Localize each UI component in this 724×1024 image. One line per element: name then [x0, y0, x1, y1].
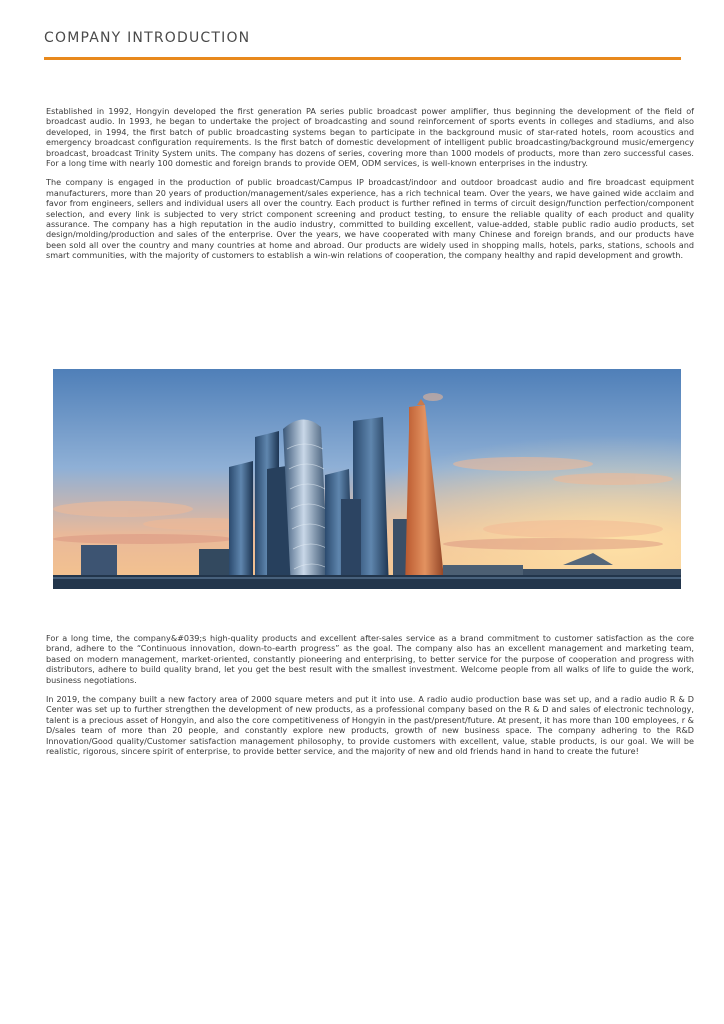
page-header	[44, 30, 681, 60]
header-divider	[44, 57, 681, 60]
intro-paragraph-history: Established in 1992, Hongyin developed the first generation PA series public broadcast power amplifier, thus beginning the development of the field of broadcast audio. In 1993, he began to undertake the project of broadcasting and sound reinforcement of sports events in colleges and stadiums, and also developed, in 1994, the first batch of public broadcasting systems began to participate in the background music of star-rated hotels, room acoustics and emergency broadcast configuration requirements. Is the first batch of domestic development of intelligent public broadcasting/background music/emergency broadcast, broadcast Trinity System units. The company has dozens of series, covering more than 1000 models of products, more than zero successful cases. For a long time with nearly 100 domestic and foreign brands to provide OEM, ODM services, is well-known enterprises in the industry.	[46, 106, 694, 169]
intro-section	[46, 106, 694, 270]
intro-paragraph-business: The company is engaged in the production of public broadcast/Campus IP broadcast/indoor and outdoor broadcast audio and fire broadcast equipment manufacturers, more than 20 years of production/management/sales experience, has a rich technical team. Over the years, we have gained wide acclaim and favor from engineers, sellers and individual users all over the country. Each product is further refined in terms of circuit design/function perfection/component selection, and every link is subjected to very strict component screening and product testing, to ensure the reliable quality of each product and quality assurance. The company has a high reputation in the audio industry, committed to building excellent, value-added, stable public radio audio products, set design/molding/production and sales of the enterprise. Over the years, we have cooperated with many Chinese and foreign brands, and our products have been sold all over the country and many countries at home and abroad. Our products are widely used in shopping malls, hotels, parks, stations, schools and smart communities, with the majority of customers to establish a win-win relations of cooperation, the company healthy and rapid development and growth.	[46, 177, 694, 261]
skyline-photo	[53, 369, 681, 589]
page-title: COMPANY INTRODUCTION	[44, 30, 251, 46]
skyline-illustration	[53, 369, 681, 589]
outro-paragraph-factory: In 2019, the company built a new factory area of 2000 square meters and put it into use. A radio audio production base was set up, and a radio audio R & D Center was set up to further strengthen the development of new products, as a professional company based on the R & D and sales of electronic technology, talent is a precious asset of Hongyin, and also the core competitiveness of Hongyin in the past/present/future. At present, it has more than 100 employees, r & D/sales team of more than 20 people, and constantly explore new products, growth of new business space. The company adhering to the R&D Innovation/Good quality/Customer satisfaction management philosophy, to provide customers with excellent, value, stable products, is our goal. We will be realistic, rigorous, sincere spirit of enterprise, to provide better service, and the majority of new and old friends hand in hand to create the future!	[46, 694, 694, 757]
outro-paragraph-service: For a long time, the company&#039;s high-quality products and excellent after-sales service as a brand commitment to customer satisfaction as the core brand, adhere to the “Continuous innovation, down-to-earth progress” as the goal. The company also has an excellent management and marketing team, based on modern management, market-oriented, constantly pioneering and enterprising, to better service for the purpose of cooperation and progress with distributors, adhere to build quality brand, let you get the best result with the smallest investment. Welcome people from all walks of life to guide the work, business negotiations.	[46, 633, 694, 685]
outro-section	[46, 633, 694, 765]
